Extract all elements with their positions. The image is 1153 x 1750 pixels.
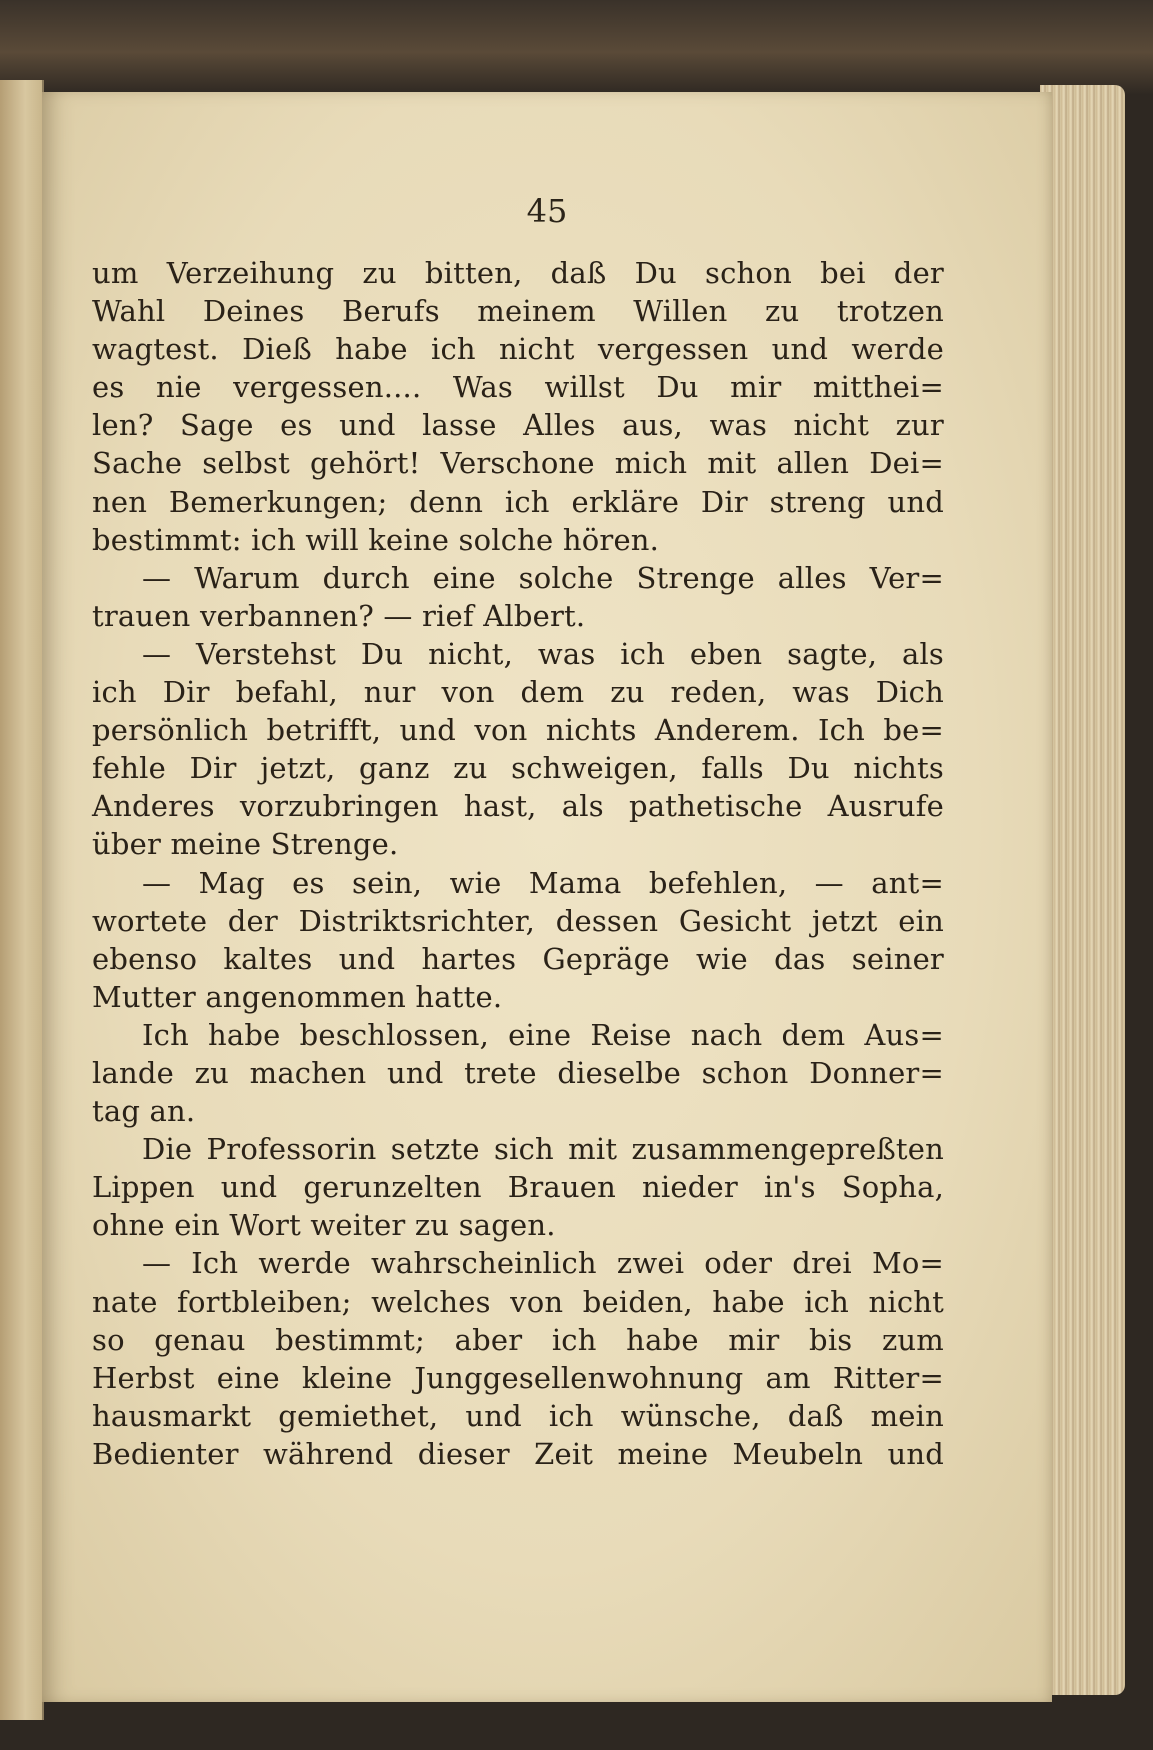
- text-line: Lippen und gerunzelten Brauen nieder in's Sopha,: [92, 1170, 944, 1205]
- text-line: nen Bemerkungen; denn ich erkläre Dir streng und: [92, 484, 944, 519]
- text-line: — Ich werde wahrscheinlich zwei oder drei Mo=: [142, 1246, 944, 1281]
- text-line: so genau bestimmt; aber ich habe mir bis zum: [92, 1322, 944, 1357]
- text-line: hausmarkt gemiethet, und ich wünsche, daß mein: [92, 1398, 944, 1433]
- text-block: [92, 254, 944, 1473]
- text-line: ich Dir befahl, nur von dem zu reden, was Dich: [92, 675, 944, 710]
- text-line: persönlich betrifft, und von nichts Anderem. Ich be=: [92, 713, 944, 748]
- text-line: Sache selbst gehört! Verschone mich mit allen Dei=: [92, 446, 944, 481]
- book-page: [42, 92, 1052, 1702]
- left-page-edge: [0, 80, 44, 1720]
- text-line: Ich habe beschlossen, eine Reise nach dem Aus=: [142, 1017, 944, 1052]
- text-line: — Mag es sein, wie Mama befehlen, — ant=: [142, 865, 944, 900]
- text-line: fehle Dir jetzt, ganz zu schweigen, falls Du nichts: [92, 751, 944, 786]
- text-line: wortete der Distriktsrichter, dessen Gesicht jetzt ein: [92, 903, 944, 938]
- text-line: — Warum durch eine solche Strenge alles Ver=: [142, 560, 944, 595]
- text-line: tag an.: [92, 1094, 196, 1129]
- text-line: Herbst eine kleine Junggesellenwohnung am Ritter=: [92, 1360, 944, 1395]
- text-line: Wahl Deines Berufs meinem Willen zu trotzen: [92, 294, 944, 329]
- page-stack-edge: [1040, 85, 1125, 1695]
- text-line: len? Sage es und lasse Alles aus, was nicht zur: [92, 408, 944, 443]
- text-line: trauen verbannen? — rief Albert.: [92, 598, 586, 633]
- text-line: — Verstehst Du nicht, was ich eben sagte, als: [142, 636, 944, 671]
- text-line: Mutter angenommen hatte.: [92, 979, 503, 1014]
- text-line: ebenso kaltes und hartes Gepräge wie das seiner: [92, 941, 944, 976]
- page-number: 45: [526, 192, 568, 230]
- text-line: um Verzeihung zu bitten, daß Du schon bei der: [92, 256, 944, 290]
- text-line: lande zu machen und trete dieselbe schon Donner=: [92, 1055, 944, 1090]
- text-line: über meine Strenge.: [92, 827, 399, 862]
- text-line: ohne ein Wort weiter zu sagen.: [92, 1208, 556, 1243]
- text-line: Bedienter während dieser Zeit meine Meubeln und: [92, 1436, 944, 1471]
- text-line: wagtest. Dieß habe ich nicht vergessen und werde: [92, 332, 944, 367]
- text-line: Anderes vorzubringen hast, als pathetische Ausrufe: [92, 789, 944, 824]
- text-line: nate fortbleiben; welches von beiden, habe ich nicht: [92, 1284, 944, 1319]
- book-cover-edge: [0, 0, 1153, 95]
- text-line: Die Professorin setzte sich mit zusammengepreßten: [142, 1132, 944, 1167]
- text-line: bestimmt: ich will keine solche hören.: [92, 522, 660, 557]
- text-line: es nie vergessen.... Was willst Du mir mitthei=: [92, 370, 944, 405]
